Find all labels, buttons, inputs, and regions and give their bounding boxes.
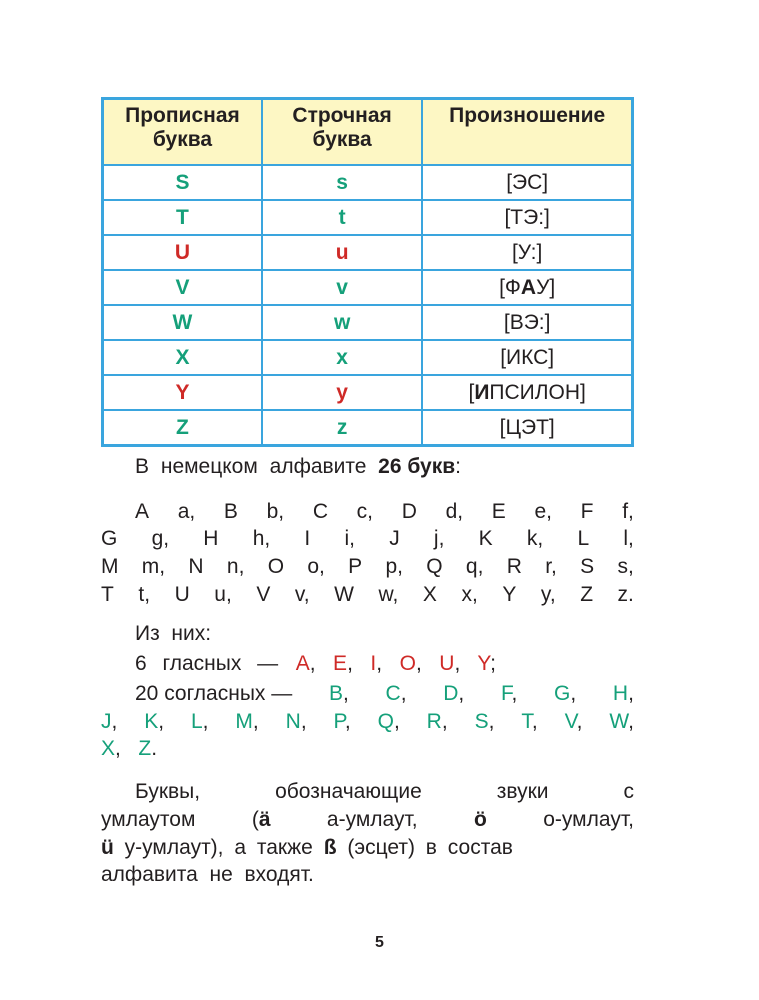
consonant-letter: F [500, 682, 512, 705]
table-row [103, 410, 633, 446]
vowel-letter: E [333, 652, 348, 675]
header-lowercase: Строчная буква [262, 99, 422, 166]
alphabet-intro: В немецком алфавите 26 букв: [135, 455, 461, 478]
vowel-letter: O [399, 652, 416, 675]
consonant-letter: W [609, 710, 629, 733]
vowel-letter: Y [477, 652, 491, 675]
table-row [103, 235, 633, 270]
consonant-letter: M [235, 710, 253, 733]
lower-letter: s [262, 165, 422, 200]
consonant-letter: L [190, 710, 203, 733]
upper-letter: V [103, 270, 262, 305]
alphabet-line-2: G g, H h, I i, J j, K k, L l, [101, 527, 634, 550]
upper-letter: W [103, 305, 262, 340]
table-row [103, 200, 633, 235]
lower-letter: t [262, 200, 422, 235]
table-row [103, 270, 633, 305]
pronunciation: [ЦЭТ] [422, 410, 632, 446]
upper-letter: S [103, 165, 262, 200]
consonant-letter: C [385, 682, 401, 705]
umlaut-line-1: Буквы, обозначающие звуки с [135, 780, 634, 803]
upper-letter: Z [103, 410, 262, 446]
pronunciation: [ИПСИЛОН] [422, 375, 632, 410]
header-pronunciation: Произношение [422, 99, 632, 166]
alphabet-table [101, 97, 634, 447]
page-number: 5 [375, 934, 384, 951]
upper-letter: T [103, 200, 262, 235]
pronunciation: [ВЭ:] [422, 305, 632, 340]
pronunciation: [ЭС] [422, 165, 632, 200]
consonant-letter: P [333, 710, 345, 733]
o-umlaut-glyph: ö [474, 808, 487, 831]
consonant-letter: D [443, 682, 459, 705]
consonants-line-1: 20 согласных — B, C, D, F, G, H, [135, 682, 634, 705]
table-row [103, 165, 633, 200]
u-umlaut-glyph: ü [101, 836, 114, 859]
eszett-glyph: ß [323, 836, 337, 859]
a-umlaut-glyph: ä [258, 808, 271, 831]
upper-letter: U [103, 235, 262, 270]
consonant-letter: B [328, 682, 343, 705]
vowels-line: 6 гласных — A, E, I, O, U, Y; [135, 652, 496, 675]
of-them-label: Из них: [135, 622, 212, 645]
table-row [103, 305, 633, 340]
pronunciation: [ИКС] [422, 340, 632, 375]
alphabet-line-4: T t, U u, V v, W w, X x, Y y, Z z. [101, 583, 634, 606]
vowel-letter: I [370, 652, 377, 675]
lower-letter: y [262, 375, 422, 410]
consonant-letter: S [474, 710, 489, 733]
consonant-letter: X [101, 737, 116, 760]
vowel-letter: U [439, 652, 455, 675]
upper-letter: X [103, 340, 262, 375]
lower-letter: w [262, 305, 422, 340]
consonant-letter: N [285, 710, 301, 733]
pronunciation: [ФАУ] [422, 270, 632, 305]
consonant-letter: T [521, 710, 532, 733]
pronunciation: [ТЭ:] [422, 200, 632, 235]
upper-letter: Y [103, 375, 262, 410]
consonant-letter: Z [138, 737, 152, 760]
consonant-letter: Q [377, 710, 394, 733]
lower-letter: v [262, 270, 422, 305]
lower-letter: z [262, 410, 422, 446]
alphabet-line-3: M m, N n, O o, P p, Q q, R r, S s, [101, 555, 634, 578]
table-row [103, 340, 633, 375]
consonant-letter: K [144, 710, 159, 733]
pronunciation: [У:] [422, 235, 632, 270]
consonant-letter: G [554, 682, 571, 705]
consonant-letter: R [426, 710, 442, 733]
alphabet-line-1: A a, B b, C c, D d, E e, F f, [135, 500, 634, 523]
umlaut-line-4: алфавита не входят. [101, 863, 314, 886]
lower-letter: x [262, 340, 422, 375]
consonant-letter: J [101, 710, 112, 733]
table-header-row [103, 99, 633, 166]
consonant-letter: H [612, 682, 629, 705]
vowel-letter: A [295, 652, 310, 675]
umlaut-line-3: ü у-умлаут), а также ß (эсцет) в состав [101, 836, 513, 859]
consonants-line-3: X, Z. [101, 737, 158, 760]
umlaut-line-2: умлаутом (ä а-умлаут, ö о-умлаут, [101, 808, 634, 831]
consonant-letter: V [564, 710, 577, 733]
header-uppercase: Прописная буква [103, 99, 262, 166]
table-row [103, 375, 633, 410]
consonants-line-2: J, K, L, M, N, P, Q, R, S, T, V, W, [101, 710, 634, 733]
lower-letter: u [262, 235, 422, 270]
